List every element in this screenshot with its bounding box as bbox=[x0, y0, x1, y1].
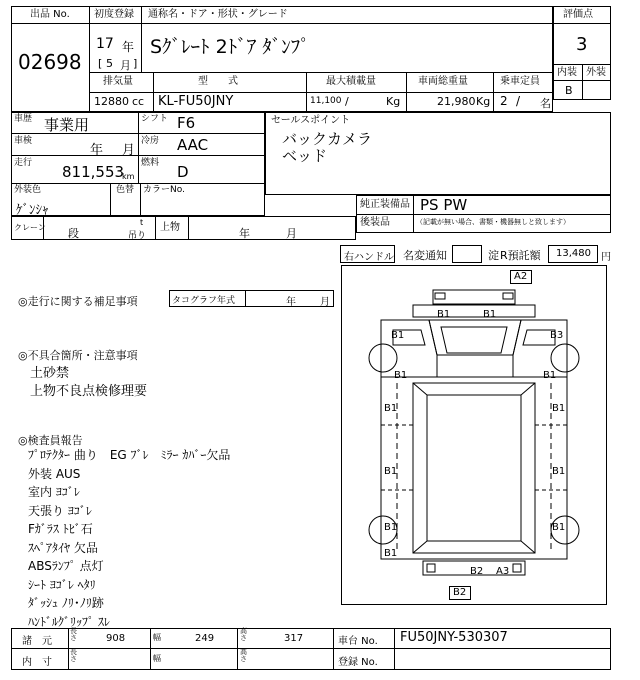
ac-value: AAC bbox=[177, 136, 209, 154]
inspector-item: ﾀﾞｯｼｭ ﾉﾘ･ﾉﾘ跡 bbox=[28, 596, 104, 610]
color-change-label: 色替 bbox=[116, 185, 135, 195]
inspector-item: ｼｰﾄ ﾖｺﾞﾚ ﾍﾀﾘ bbox=[28, 577, 96, 592]
sales-point-1: バックカメラ bbox=[282, 130, 373, 148]
inspector-report-label: ◎検査員報告 bbox=[18, 434, 83, 447]
aftermarket-label: 後装品 bbox=[360, 217, 390, 228]
reg-month: 5 bbox=[106, 57, 113, 70]
damage-mark: B1 bbox=[384, 522, 398, 533]
sales-point-2: ベッド bbox=[282, 147, 328, 165]
inspector-item: ABSﾗﾝﾌﾟ 点灯 bbox=[28, 559, 104, 573]
inspector-item: Fｶﾞﾗｽ ﾄﾋﾞ石 bbox=[28, 522, 93, 536]
fuel-value: D bbox=[177, 163, 189, 181]
damage-mark: B1 bbox=[552, 403, 566, 414]
options-value: PS PW bbox=[420, 196, 468, 214]
interior-dims-label: 内 寸 bbox=[22, 657, 52, 668]
mileage-label: 走行 bbox=[14, 158, 33, 168]
inspector-item: ｽﾍﾟｱﾀｲﾔ 欠品 bbox=[28, 540, 98, 555]
sales-point-label: セールスポイント bbox=[271, 115, 351, 126]
damage-mark: B1 bbox=[437, 309, 451, 320]
shift-value: F6 bbox=[177, 114, 196, 132]
ext-color-label: 外装色 bbox=[14, 185, 42, 195]
exterior-grade-label: 外装 bbox=[586, 67, 606, 78]
damage-mark: B1 bbox=[552, 466, 566, 477]
tacho-year: 年 bbox=[286, 297, 296, 308]
mileage-value: 811,553 bbox=[62, 163, 125, 181]
width-value: 249 bbox=[195, 633, 215, 644]
chassis-label: 車台 No. bbox=[338, 636, 378, 647]
model-value: KL-FU50JNY bbox=[158, 94, 234, 109]
inspector-item: ﾌﾟﾛﾃｸﾀｰ 曲り EG ﾌﾞﾚ ﾐﾗｰ ｶﾊﾞｰ欠品 bbox=[28, 448, 231, 462]
truck-diagram bbox=[341, 265, 607, 605]
ext-color-value: ｹﾞﾝｼｬ bbox=[16, 203, 49, 218]
length-value: 908 bbox=[106, 633, 126, 644]
max-load-sep: / bbox=[345, 95, 349, 108]
crane-ton: t bbox=[140, 218, 144, 227]
max-load-label: 最大積載量 bbox=[326, 76, 376, 87]
footer-frame bbox=[11, 628, 611, 670]
inspector-item: 天張り ﾖｺﾞﾚ bbox=[28, 503, 92, 518]
history-value: 事業用 bbox=[44, 116, 90, 134]
displacement-value: 12880 bbox=[94, 95, 129, 108]
length-label: 長さ bbox=[70, 627, 77, 642]
options-label: 純正装備品 bbox=[360, 199, 410, 210]
inspector-item: 外装 AUS bbox=[28, 466, 81, 481]
grade-label: 評価点 bbox=[563, 9, 593, 20]
mileage-unit: km bbox=[122, 172, 135, 181]
damage-mark: B1 bbox=[384, 548, 398, 559]
displacement-label: 排気量 bbox=[103, 76, 133, 87]
registration-label: 登録 No. bbox=[338, 657, 378, 668]
reg-month-unit: 月 bbox=[120, 59, 131, 72]
recycle-unit: 円 bbox=[601, 252, 611, 263]
aftermarket-note: （記載が無い場合、書類・機器無しと致します） bbox=[416, 218, 570, 226]
name-change-label: 名変通知 bbox=[403, 249, 447, 262]
damage-mark: A3 bbox=[496, 566, 510, 577]
capacity-sep: / bbox=[516, 94, 521, 108]
damage-mark: B1 bbox=[543, 370, 557, 381]
damage-mark: A2 bbox=[514, 271, 528, 282]
height-label: 高さ bbox=[240, 627, 247, 642]
gross-weight-value: 21,980 bbox=[437, 95, 476, 108]
damage-mark: B1 bbox=[552, 522, 566, 533]
width-label: 幅 bbox=[153, 633, 161, 642]
damage-mark: B1 bbox=[384, 403, 398, 414]
upper-month: 月 bbox=[286, 227, 297, 240]
interior-grade: B bbox=[565, 84, 573, 97]
inspection-year: 年 bbox=[90, 143, 104, 158]
upper-year: 年 bbox=[239, 227, 250, 240]
interior-length-label: 長さ bbox=[70, 648, 77, 663]
model-label: 型 式 bbox=[198, 76, 238, 87]
capacity-label: 乗車定員 bbox=[500, 76, 540, 87]
defect-item: 土砂禁 bbox=[30, 366, 70, 381]
gross-weight-label: 車両総重量 bbox=[418, 76, 468, 87]
ac-label: 冷房 bbox=[141, 136, 160, 146]
history-label: 車歴 bbox=[14, 114, 33, 124]
damage-mark: B1 bbox=[394, 370, 408, 381]
displacement-unit: cc bbox=[132, 95, 145, 108]
capacity-value: 2 bbox=[500, 94, 508, 108]
shift-label: シフト bbox=[141, 114, 169, 124]
crane-lift: 吊り bbox=[128, 231, 147, 241]
chassis-value: FU50JNY-530307 bbox=[400, 630, 508, 645]
reg-year-unit: 年 bbox=[122, 40, 135, 54]
defects-label: ◎不具合箇所・注意事項 bbox=[18, 349, 138, 362]
max-load-unit: Kg bbox=[386, 95, 401, 108]
grade-score: 3 bbox=[576, 34, 588, 55]
inspector-item: 室内 ﾖｺﾞﾚ bbox=[28, 485, 80, 499]
damage-mark: B1 bbox=[483, 309, 497, 320]
recycle-label: R預託額 bbox=[500, 249, 541, 262]
damage-mark: B2 bbox=[470, 566, 484, 577]
inspector-item: ﾊﾝﾄﾞﾙｸﾞﾘｯﾌﾟ ｽﾚ bbox=[28, 614, 110, 629]
color-no-label: カラーNo. bbox=[143, 185, 185, 195]
height-value: 317 bbox=[284, 633, 304, 644]
inspection-label: 車検 bbox=[14, 136, 33, 146]
dims-label: 諸 元 bbox=[22, 636, 52, 647]
delete-label: 淀 bbox=[488, 249, 499, 262]
damage-mark: B1 bbox=[391, 330, 405, 341]
defect-item: 上物不良点検修理要 bbox=[30, 384, 148, 399]
lot-no-label: 出品 No. bbox=[30, 9, 70, 20]
first-reg-label: 初度登録 bbox=[94, 9, 134, 20]
driving-notes-label: ◎走行に関する補足事項 bbox=[18, 295, 138, 308]
steering-value: 右ハンドル bbox=[344, 252, 394, 263]
interior-height-label: 高さ bbox=[240, 648, 247, 663]
name-change-box bbox=[452, 245, 482, 263]
damage-mark: B1 bbox=[384, 466, 398, 477]
interior-grade-label: 内装 bbox=[557, 67, 577, 78]
lot-number: 02698 bbox=[18, 50, 82, 74]
car-name-label: 通称名・ドア・形状・グレード bbox=[148, 9, 288, 20]
interior-width-label: 幅 bbox=[153, 654, 161, 663]
gross-weight-unit: Kg bbox=[476, 95, 491, 108]
crane-stage: 段 bbox=[68, 227, 79, 240]
car-name: Sｸﾞﾚｰﾄ 2ﾄﾞｱ ﾀﾞﾝﾌﾟ bbox=[150, 36, 310, 58]
damage-mark: B2 bbox=[453, 587, 467, 598]
reg-year: 17 bbox=[96, 36, 114, 52]
recycle-amount: 13,480 bbox=[556, 248, 591, 259]
inspector-report-list bbox=[28, 446, 230, 631]
crane-label: クレーン bbox=[14, 223, 46, 232]
max-load-value: 11,100 bbox=[310, 96, 342, 106]
tacho-month: 月 bbox=[320, 297, 330, 308]
damage-mark: B3 bbox=[550, 330, 564, 341]
crane-frame bbox=[11, 216, 356, 240]
tacho-label: タコグラフ年式 bbox=[172, 296, 236, 306]
capacity-unit: 名 bbox=[540, 97, 551, 110]
fuel-label: 燃料 bbox=[141, 158, 160, 168]
upper-label: 上物 bbox=[160, 222, 180, 233]
inspection-month: 月 bbox=[122, 143, 136, 158]
